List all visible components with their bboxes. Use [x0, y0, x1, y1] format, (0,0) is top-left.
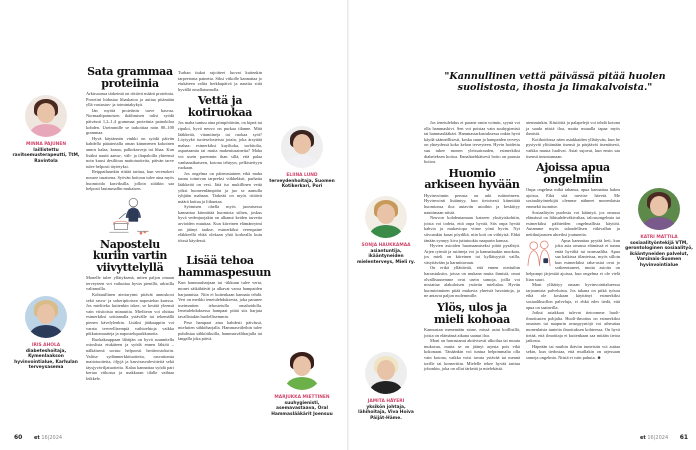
paragraph: Neuvon kohdentamaan katseen yksityiskohtiin, joista voi todeta, että onpa hyvää. Siis onpa hyvää kahvia ja mukaviopa viime yönä hyvin. Nyt siivoankin kasat pöydiltä, niin koti on viihtyisä. Ehkä tänään synnyy kiva juttutuokio naapurin kanssa. — [424, 215, 520, 243]
expert-name: MARJUKKA MIETTINEN — [274, 395, 330, 400]
section-heading: Lisää tehoa hammaspesuun — [178, 254, 271, 279]
section-heading: Ajoissa apua ongelmiin — [536, 161, 610, 186]
paragraph: Onpa ongelma mikä tahansa, apua kannattaa hakea ajoissa. Eikä sitä tarvitse hävetä. Me sosiaalityöntekijät olemme nähneet monenlaista emmekä tuomitse. — [526, 187, 620, 209]
paragraph: Hyvien asioiden huomaamiseksi pitää pysähtyä. Arjen rytmiä ja rutiineja voi ja kannattaakin muokata, jos mieli on kiireinen tai kylläisyyttä vailla, väsyttävään ja harmittavaan. — [424, 243, 520, 265]
paragraph: On erikä yllättävää, että ennen otettuihin harrastuksiin, joissa on mukana muita ihmisiä, omat olvallisuutemme ovat usein samoja, joilla voi nostattaa alakuloisen ystävän mielialaa. Hyvän huomioiminen pitää mukavia yhteisiä havaintoja, ja ne antavat paljon molemmille. — [424, 265, 520, 299]
avatar — [638, 188, 680, 230]
expert-card — [266, 126, 338, 190]
paragraph: Jotkut asiakkaat tulevat tietoomme huoli-ilmoitusten pohjalta. Huoli-ilmoitus on esimerkiksi omaisen tai naapurin avunpyyntöjä voi aiheuttaa monenlaisia tunteita ilmoituksen kohteessa. On hyvä tietää, että ilmoittaja ei kuitenkaan saa mitään tietoa jatkosta. — [526, 310, 620, 344]
paragraph: Kotihoidossa näen asiakkaiden yllättyvän, kun he pystyvät ylittämään itsensä ja pärjäävät itsenäisesti, vaikka muuta luulivat. Asiat sujuvat, kun ensin saa itsensä innostumaan. — [526, 136, 620, 159]
paragraph: Kun hammasharjaan tai -tikkuun tulee verta, monet säikähtävät ja alkavat varoa hampaiden harjaamista. Niin ei kuitenkaan kannata tehdä. Veri on merkki ienetulehduksesta, joka paranee useimmiten tehostetulla omahoidolla. Ienetulehduksessa hampaat pitää siis harjata tavallistakin huolellisemmin. — [178, 280, 262, 319]
paragraph: Reippailuunkin riittää tarttua, kun verenokeri nousee tasaisena. Syövän hoitoon tulee aina myös huomioida kasviksilla, jolloin siitäkin saa helposti lautasmallin mukaisen. — [86, 169, 174, 192]
avatar — [365, 196, 407, 238]
expert-name: KATRI MATTILA — [640, 235, 678, 240]
expert-name: MINNA PAJUNEN — [25, 142, 67, 147]
pull-quote: "Kannullinen vettä päivässä pitää huolen suolistosta, ihosta ja limakalvoista." — [444, 71, 666, 93]
article-column — [178, 70, 271, 342]
article-column — [526, 120, 620, 361]
expert-title: asiantuntija, ikääntyneiden mielenterveys, Mieli ry. — [356, 248, 416, 265]
expert-name: JAMITA HÄYERI — [367, 399, 405, 404]
paragraph: Moni on harrastanut aktiivisesti ulkoilua tai muuta mukavaa, mutta se on jäänyt arjesta pois eikä kokonaan. Tänäänkin voi tuntua helpommalta olla vain kotona, vaikka voisi tavata ystävää tai mennä torille tai konserttiin. Mielelle tekee hyvää tarttua johonkin, joka on ollut tärkeää ja mielekästä. — [424, 338, 520, 372]
magazine-name: et — [33, 435, 40, 441]
expert-card — [266, 348, 338, 417]
expert-name: SONJA HAUKKAMAA — [361, 243, 411, 248]
paragraph: Pese hampaat aina kahdesti päivässä, mieluiten sähköharjalla. Hammasväleihin tulee puhdistaa sähkötikuilla, hammasväliharjalla tai langalla joka päivä. — [178, 319, 262, 342]
paragraph: Sosiaalityön puolesta voi kääntyä, jos omassa elämässä on lähisuhdeväkivaltaa, talousongelmia tai esimerkiksi päihteiden ongelmallista käyttöä. Autamme myös taloudellisen väkivallan ja nettihuijausten uhreiksi joutuneita. — [526, 209, 620, 237]
expert-title: suuhygienisti, asemavastaava, Oral Hammaslääkärit Joensuu — [271, 400, 333, 417]
paragraph: Hyvinvoinnin perusta on arki rutiineineen. Hyvinvointi lisääntyy, kun tietoisesti kiinnittää huomionsa iloa antaviin asioihin ja keskittyy nauttimaan niistä. — [424, 192, 520, 215]
magazine-name: et — [640, 435, 646, 441]
expert-card — [624, 188, 694, 269]
paragraph: Jos ienetulehdus ei parane omin voimin, syynä voi olla hammaskivi. Sen voi poistaa vain suuhygienisti tai hammaslääkäri. Hammastarkastuksessa onkin hyvä käydä säännöllisesti, koska suun ja hampaiden terveys on yhteydessä koko kehon terveyteen. Hyvin hoidettu suu tukee monen yleissairauden, esimerkiksi diabeteksen hoitoa. Ennaltaehkäisevä hoito on parasta hoitoa. — [424, 120, 520, 165]
avatar — [365, 352, 407, 394]
paragraph: Monelle tulee yllätyksenä, miten paljon omaan terveyteen voi vaikuttaa hyvin pienillä, arkisilla valinnoilla. — [86, 275, 174, 292]
paragraph: Jos maha tuntuu aina pömpöttävän, on kipeä tai ripuloi, hyvä neuvo on purkaa tilanne. Mitä lääkkeitä, vitamiineja tai ruokaa syöt? Löytyykö tuoteselosteista jotain, joka ärsyttää mahaa: esimerkiksi kuyiltoka, sorbitolia, aspartaamia tai muita makeutusaineita? Maha voi usein parenmin ihan sillä, että palaa vanhanaikaiseen, kotona tehtyyn, pelkistettyyn ruokaan. — [178, 120, 262, 171]
paragraph: Turhan tiukat rajoitteet luovat kuitenkin tarpeetonta painetta. Siksi viikolle kannattaa jo etukäteen valita herkkupäivä ja nauttia siitä hyvällä omallatunnolla. — [178, 70, 262, 92]
paragraph: Iän myötä proteiinin tarve kasvaa. Normaalipainoisen ikäihmisen tulisi syödä päivässä 1,2–1,4 grammaa proteiinia painokiloa kohden. Useimmille se tarkoittaa noin 80–100 grammaa. — [86, 107, 174, 136]
expert-name: ELIINA LUND — [286, 173, 318, 178]
avatar — [281, 126, 323, 168]
paragraph: Kohtuullinen ateriarytmi pitävät annoskoot sekä rasva- ja sokeripitoisen napostelun kurissa. Jos mielitekо kuitenkin iskee, se kestää yleensä vain viisitoista minuuttia. Mielitеon voi ohittaa esimerkiksi soittamalla ystävälle tai tekemällä pienen kävelylenkin. Lisäksi jääkaappiin voi varata terveellisempiä vaihtoehtoja vaikka pikkutomaatteja ja napostelupurkkanoita. — [86, 291, 174, 337]
section-heading: Napostelu kuriin vartin viivyttelyllä — [92, 237, 168, 274]
expert-title: sosiaalityöntekijä VTM, gerontologinen sosiaalityö, ikääntyneiden palvelut, Varsinais-Suomen hyvinvointialue — [625, 240, 693, 268]
paragraph: Arkiruoassa tärkeintä on riittävä määrä proteiinia. Proteiini hidastaa lihaskatoa ja auttaa pitämään yllä vastustus- ja toimintakykyä. — [86, 91, 174, 108]
paragraph: Syömisen ohella myös juomisessa kannattaa kiinnittää huomiota siihen, joskus hyvä vedenjuojakin on alkanut keiden tarvetta arvioiden muuttaa. Kun kiireinen elämänrytmi on jäänyt taakse, esimerkiksi verenpaine eläkkeellä ehkä olekaan yhtä korkealla kuin töissä käydessä. — [178, 204, 262, 243]
avatar — [25, 95, 67, 137]
page-footer — [14, 434, 62, 441]
section-heading: Sata grammaa proteiinia — [87, 65, 173, 90]
expert-title: diabeteshoitaja, Kymenlaakson hyvinvointialue, Karhulan terveysasema — [14, 348, 78, 371]
paragraph: aiemminkin. Käsitöitä ja palapelejä voi tehdä kotona ja saada niistä iloa, mutta muualla tapaa myös ihmisiä. — [526, 120, 620, 137]
expert-title: yksikön johtaja, lähihoitaja, Viva Hoiva Päijät-Häme. — [358, 404, 414, 421]
paragraph: Jos ongelma on päinvastainen eikä maha tunnu toimivan tarpeeksi viikkelästi, parhaita lääkkeitä on vesi. Jätä iso mukillinen vettä yöksi huoneenlämpöön ja juo se aamulla tyhjään mahaan. Tärkeää on myös riittävä määrä kuitua ja liikuntaa. — [178, 170, 262, 204]
expert-title: terveydenhoitaja, Suomen Kotikerkari, Pori — [269, 178, 335, 190]
expert-name: IRIS AHOLA — [31, 343, 61, 348]
avatar — [281, 348, 323, 390]
expert-card — [10, 95, 82, 164]
article-column — [424, 120, 520, 372]
expert-card — [352, 352, 420, 421]
page-number: 60 — [14, 434, 23, 441]
expert-card — [352, 196, 420, 265]
page-number: 61 — [679, 434, 689, 441]
article-column — [86, 66, 174, 381]
expert-card — [10, 296, 82, 371]
paragraph: Kannustan menemään sinne, missä asiat koillisillä, joista on elämänsä aikana saanut iloa. — [424, 327, 520, 338]
section-heading: Ylös, ulos ja mieli kohoaa — [434, 301, 510, 326]
expert-title: laillistettu ravitsemusterapeutti, TtM, Ravintola — [12, 147, 80, 164]
paragraph: Apua kannattaa pyytää heti, kun joku asia omassa elämässä ei tunnu enää hyvältä tai normaalilta. Apua saa kaikissa tilanteissa, myös silloin kun esimerkiksi raha-asiat ovat jo sotkeentuneet, mutta asioita on helpompi järjestää ajoissa, kun ongelma ei ole vielä liian suuri. — [526, 237, 620, 282]
avatar — [25, 296, 67, 338]
paragraph: Häpeään tai muihin ikäviin tunteisiin voi auttaa sekin, kun tiedostaa, että muillakin on arjessaan samoja ongelmia. Niistä ei vain puhuta. ☻ — [526, 343, 620, 360]
page-footer — [640, 434, 688, 441]
section-heading: Vettä ja kotiruokaa — [187, 94, 253, 119]
section-heading: Huomio arkiseen hyvään — [424, 166, 520, 192]
paragraph: Hyvä käytännön vinkki on syödä päivän kahdella pääaterialla oman kämmenen kokoinen annos kalaa, kanaa, palkokasveja tai lihaa. Kun lisäksi nautit aamu-, väli- ja iltapaloilla yhteensä noin kuusi desilitraa maitotuotteita, päivän tarve tulee helposti täytetyksi. — [86, 135, 174, 169]
two-women-illustration — [526, 239, 552, 267]
paragraph: Moni ylläättyy omaan hyvinvointialueessa tarjoamista palveluista. Jos takana on pitkä työura eikä ole koskaan käyttänyt esimerkiksi sosiaalihuollon palveluja, ei ehkä edes tiedä, että apua on saatavilla. — [526, 282, 620, 310]
cooking-man-illustration — [107, 194, 153, 236]
paragraph: Ruokakauppaan lähtijän on hyvä suunnitella ostoslista etukäteen ja syödä ennen lähtöä – nälkäisenä sortuu helpoosti heräteostoksiin. Valitse sydänmerkkituotteita, rasvattomia maitotuotteita, öljyjä ja kasvirasvalevitteitä sekä täysjyväviljatuotteita. Kalaa kannattaa syödä pari kertaa viikossa ja makkaran tilalle vaihtaa leikkele. — [86, 336, 174, 381]
issue-number: 16|2024 — [647, 435, 669, 441]
issue-number: 16|2024 — [41, 435, 63, 441]
